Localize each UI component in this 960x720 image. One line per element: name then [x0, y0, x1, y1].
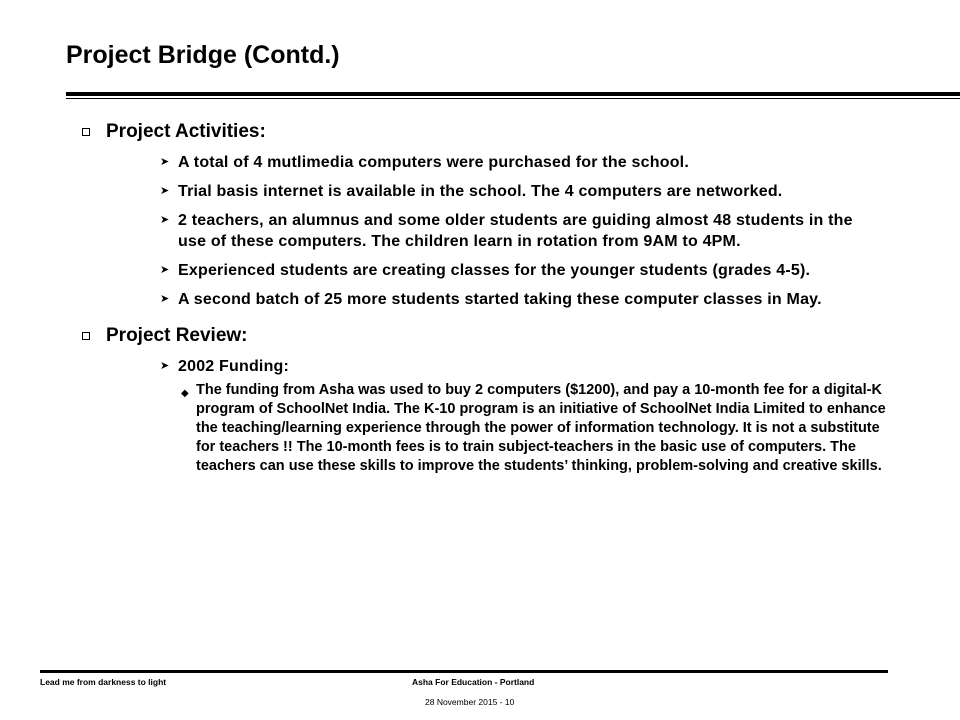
section-project-activities — [82, 120, 882, 310]
list-item: ◆ The funding from Asha was used to buy 2 computers ($1200), and pay a 10-month fee for a digital-K program of SchoolNet India. The K-10 program is an initiative of SchoolNet India Limited to enhance the teaching/learning experience through the power of information technology. It is not a substitute for teachers !! The 10-month fees is to train subject-teachers in the basic use of computers. The teachers can use these skills to improve the students’ thinking, problem-solving and creative skills. — [181, 382, 886, 474]
list-item: ➤ Trial basis internet is available in the school. The 4 computers are networked. — [160, 183, 783, 200]
list-item: ➤ A total of 4 mutlimedia computers were purchased for the school. — [160, 154, 689, 171]
footer-date-page: 28 November 2015 - 10 — [425, 697, 515, 707]
list-item: ➤ A second batch of 25 more students started taking these computer classes in May. — [160, 291, 822, 308]
review-list — [106, 356, 882, 377]
arrow-bullet-icon: ➤ — [160, 156, 170, 168]
square-bullet-icon — [82, 332, 90, 340]
slide-body — [82, 120, 886, 476]
title-divider — [66, 92, 960, 100]
section-heading: Project Review: — [106, 325, 248, 346]
diamond-bullet-icon: ◆ — [181, 388, 189, 399]
arrow-bullet-icon: ➤ — [160, 293, 170, 305]
arrow-bullet-icon: ➤ — [160, 264, 170, 276]
list-item: ➤ 2002 Funding: — [160, 358, 290, 375]
footer-org: Asha For Education - Portland — [412, 677, 535, 687]
slide-title: Project Bridge (Contd.) — [66, 41, 340, 69]
activities-list — [106, 152, 882, 310]
funding-details-list — [106, 381, 886, 476]
arrow-bullet-icon: ➤ — [160, 185, 170, 197]
footer-divider — [40, 670, 888, 673]
square-bullet-icon — [82, 128, 90, 136]
section-heading: Project Activities: — [106, 121, 266, 142]
arrow-bullet-icon: ➤ — [160, 360, 170, 372]
list-item: ➤ 2 teachers, an alumnus and some older students are guiding almost 48 students in the use of these computers. The children learn in rotation from 9AM to 4PM. — [160, 212, 853, 250]
footer-motto: Lead me from darkness to light — [40, 677, 167, 687]
section-project-review — [82, 324, 886, 476]
list-item: ➤ Experienced students are creating classes for the younger students (grades 4-5). — [160, 262, 811, 279]
arrow-bullet-icon: ➤ — [160, 214, 170, 226]
